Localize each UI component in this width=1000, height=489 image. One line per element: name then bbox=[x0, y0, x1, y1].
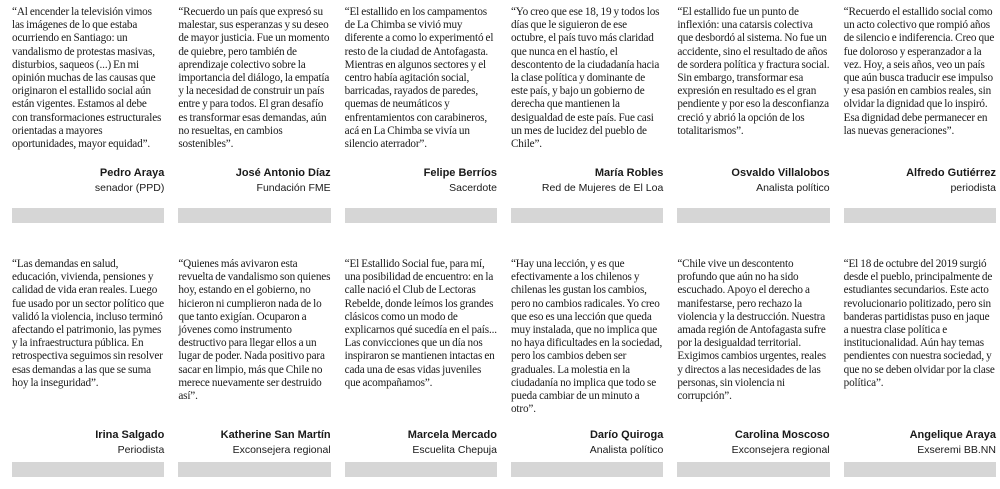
testimonial-author bbox=[408, 428, 497, 456]
card-footer-bar bbox=[12, 208, 164, 223]
card-footer-bar bbox=[677, 208, 829, 223]
card-footer-bar bbox=[178, 208, 330, 223]
testimonial-author bbox=[590, 428, 664, 456]
author-name: Irina Salgado bbox=[95, 429, 165, 441]
testimonial-author bbox=[732, 428, 830, 456]
testimonial-quote: “El 18 de octubre del 2019 surgió desde el pueblo, principalmente de estudiantes secundarios. Este acto revolucionario politizado, pero sin banderas partidistas puso en jaque a nuestra clase política e institucionalidad. Aún hay temas pendientes con nuestra sociedad, y que no se deben olvidar por la clase política”. bbox=[843, 258, 995, 389]
testimonial-author bbox=[95, 166, 164, 194]
testimonial-card bbox=[840, 258, 1000, 482]
testimonial-quote: “Las demandas en salud, educación, vivienda, pensiones y calidad de vida eran reales. Luego fue usado por un sector político que validó la violencia, incluso terminó afectando el patrimonio, las pymes y la infraestructura pública. En retrospectiva seguimos sin resolver esas demandas a las que se suma hoy la inseguridad”. bbox=[12, 258, 164, 389]
testimonial-card bbox=[341, 6, 501, 224]
author-name: María Robles bbox=[594, 167, 664, 179]
testimonial-quote: “Yo creo que ese 18, 19 y todos los días que le siguieron de ese octubre, el país tuvo más claridad que nunca en el hastío, el descontento de la ciudadanía hacia la clase política y dominante de este país, y bajo un gobierno de derecha que mantienen la desigualdad de este país. Fue casi un mes de lucidez del pueblo de Chile”. bbox=[510, 6, 660, 151]
testimonial-card bbox=[341, 258, 501, 482]
card-footer-bar bbox=[12, 462, 164, 477]
testimonial-author bbox=[424, 166, 497, 194]
card-footer-bar bbox=[345, 462, 497, 477]
testimonial-quote: “Hay una lección, y es que efectivamente a los chilenos y chilenas les gustan los cambios, pero no cambios radicales. Yo creo que eso es una lección que queda muy instalada, que no implica que no haya dificultades en la sociedad, pero los cambios deben ser graduales. La molestia en la ciudadanía no implica que todo se pueda cambiar de un minuto a otro”. bbox=[510, 258, 663, 416]
author-role: Fundación FME bbox=[256, 182, 331, 194]
testimonial-author bbox=[731, 166, 829, 194]
testimonial-card bbox=[8, 258, 168, 482]
author-name: Angelique Araya bbox=[909, 429, 996, 441]
testimonials-row-2 bbox=[0, 258, 1000, 482]
testimonial-quote: “Chile vive un descontento profundo que aún no ha sido escuchado. Apoyo el derecho a manifestarse, pero rechazo la violencia y la destrucción. Nuestra amada región de Antofagasta sufre por la desigualdad territorial. Exigimos cambios urgentes, reales y directos a las necesidades de las personas, sin violencia ni corrupción”. bbox=[677, 258, 827, 403]
author-name: Carolina Moscoso bbox=[734, 429, 830, 441]
testimonial-card bbox=[174, 6, 334, 224]
testimonial-card bbox=[507, 6, 667, 224]
testimonial-quote: “El Estallido Social fue, para mí, una posibilidad de encuentro: en la calle nació el Club de Lectoras Rebelde, donde leímos los grandes clásicos como un modo de explicarnos qué sucedía en el país... Las convicciones que un día nos inspiraron se mantienen intactas en cada una de esas vidas juveniles que acompañamos”. bbox=[344, 258, 497, 389]
testimonial-author bbox=[542, 166, 663, 194]
author-name: Darío Quiroga bbox=[589, 429, 664, 441]
author-role: Escuelita Chepuja bbox=[412, 444, 497, 456]
testimonial-card bbox=[673, 258, 833, 482]
author-role: Analista político bbox=[756, 182, 830, 194]
card-footer-bar bbox=[844, 462, 996, 477]
testimonial-quote: “Recuerdo un país que expresó su malestar, sus esperanzas y su deseo de mayor justicia. Fue un momento de quiebre, pero también de aprendizaje colectivo sobre la importancia del diálogo, la empatía y la necesidad de construir un país entre y para todos. El gran desafío es transformar esas demandas, aún no resueltas, en cambios sostenibles”. bbox=[178, 6, 330, 151]
card-footer-bar bbox=[511, 462, 663, 477]
card-footer-bar bbox=[677, 462, 829, 477]
author-name: Pedro Araya bbox=[99, 167, 165, 179]
card-footer-bar bbox=[345, 208, 497, 223]
testimonial-card bbox=[8, 6, 168, 224]
author-role: Exconsejera regional bbox=[731, 444, 830, 456]
author-name: Osvaldo Villalobos bbox=[731, 167, 830, 179]
card-footer-bar bbox=[511, 208, 663, 223]
testimonial-quote: “Quienes más avivaron esta revuelta de vandalismo son quienes hoy, estando en el gobierno, no hicieron ni cumplieron nada de lo que tanto exigían. Ocuparon a jóvenes como instrumento destructivo para llegar ellos a un lugar de poder. Nada positivo para sacar en limpio, más que Chile no merece nuevamente ser destruido así”. bbox=[178, 258, 331, 403]
author-name: Marcela Mercado bbox=[407, 429, 497, 441]
author-name: Katherine San Martín bbox=[220, 429, 331, 441]
testimonial-author bbox=[221, 428, 331, 456]
card-footer-bar bbox=[178, 462, 330, 477]
testimonial-card bbox=[840, 6, 1000, 224]
author-role: Exconsejera regional bbox=[232, 444, 331, 456]
testimonial-quote: “El estallido en los campamentos de La Chimba se vivió muy diferente a como lo experimentó el resto de la ciudad de Antofagasta. Mientras en algunos sectores y el centro había agitación social, barricadas, rayados de paredes, quemas de neumáticos y enfrentamientos con carabineros, acá en La Chimba se vivía un silencio aterrador”. bbox=[344, 6, 494, 151]
testimonial-card bbox=[174, 258, 334, 482]
testimonials-row-1 bbox=[0, 6, 1000, 224]
card-footer-bar bbox=[844, 208, 996, 223]
author-role: Exseremi BB.NN bbox=[917, 444, 996, 456]
testimonial-quote: “El estallido fue un punto de inflexión: una catarsis colectiva que desbordó al sistema. No fue un accidente, sino el resultado de años de sordera política y fractura social. Sin embargo, transformar esa expresión en resultado es el gran pendiente y por eso la desconfianza creció y abrió la opción de los totalitarismos”. bbox=[677, 6, 830, 137]
author-role: Red de Mujeres de El Loa bbox=[541, 182, 664, 194]
author-role: periodista bbox=[950, 182, 996, 194]
testimonial-quote: “Recuerdo el estallido social como un acto colectivo que rompió años de silencio e indiferencia. Creo que fue doloroso y esperanzador a la vez. Hoy, a seis años, veo un país que aún busca traducir ese impulso y esa pasión en cambios reales, sin olvidar la dignidad que lo inspiró. Esa dignidad debe permanecer en las nuevas generaciones”. bbox=[843, 6, 995, 137]
testimonial-author bbox=[906, 166, 996, 194]
author-name: Felipe Berríos bbox=[423, 167, 497, 179]
testimonial-author bbox=[236, 166, 331, 194]
author-name: José Antonio Díaz bbox=[235, 167, 331, 179]
testimonial-author bbox=[95, 428, 164, 456]
testimonial-card bbox=[673, 6, 833, 224]
author-name: Alfredo Gutiérrez bbox=[906, 167, 996, 179]
testimonial-quote: “Al encender la televisión vimos las imágenes de lo que estaba ocurriendo en Santiago: un vandalismo de protestas masivas, disturbios, saqueos (...) En mi opinión muchas de las causas que originaron el estallido social aún están vigentes. Estamos al debe con transformaciones estructurales orientadas a mayores oportunidades, mayor equidad”. bbox=[12, 6, 162, 151]
author-role: Sacerdote bbox=[449, 182, 497, 194]
author-role: senador (PPD) bbox=[94, 182, 165, 194]
author-role: Analista político bbox=[589, 444, 664, 456]
author-role: Periodista bbox=[117, 444, 165, 456]
testimonial-card bbox=[507, 258, 667, 482]
testimonial-author bbox=[910, 428, 996, 456]
